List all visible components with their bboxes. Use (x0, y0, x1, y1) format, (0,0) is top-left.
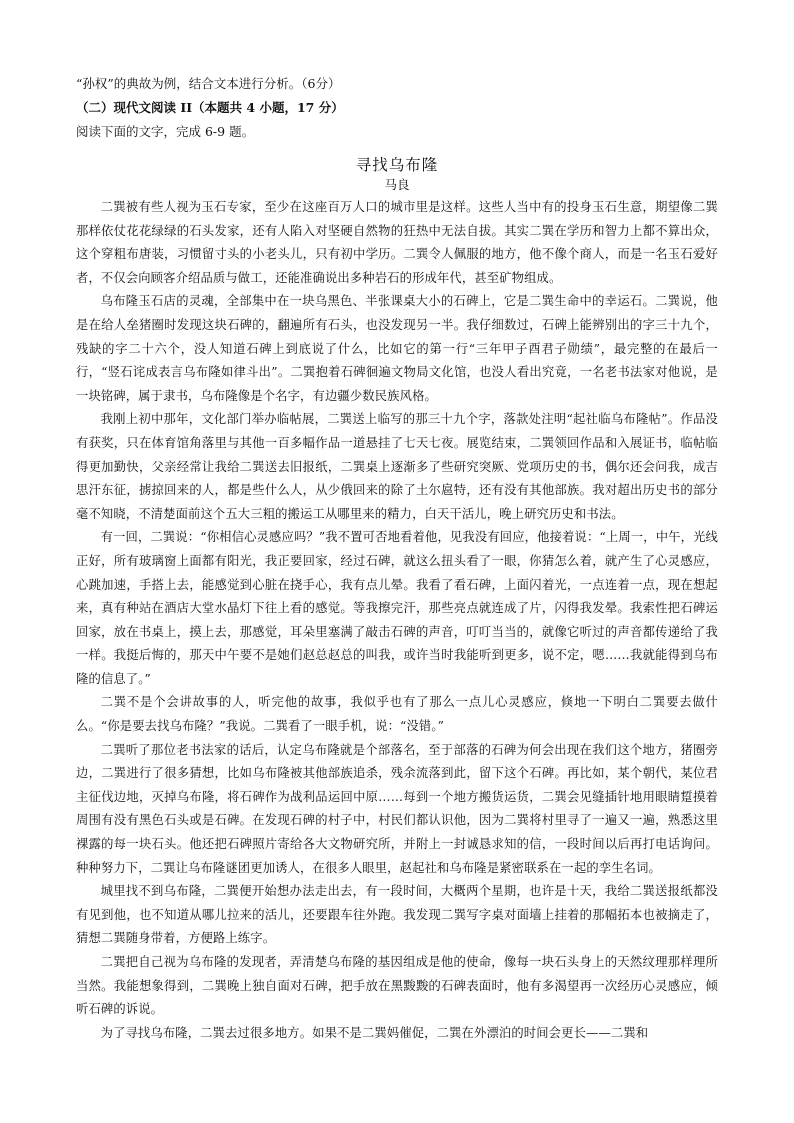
article-paragraph: 城里找不到乌布隆，二巽便开始想办法走出去，有一段时间，大概两个星期，也许是十天，我给二巽送报纸都没有见到他，也不知道从哪儿拉来的活儿，还要跟车往外跑。我发现二巽写字桌对面墙上挂着的那幅拓本也被摘走了，猜想二巽随身带着，方便路上练字。 (76, 884, 718, 946)
article-paragraph: 有一回，二巽说：“你相信心灵感应吗？”我不置可否地看着他，见我没有回应，他接着说：“上周一，中午，光线正好，所有玻璃窗上面都有阳光，我正要回家，经过石碑，就这么扭头看了一眼，你猜怎么着，就产生了心灵感应，心跳加速，手搭上去，能感觉到心脏在挠手心，我有点儿晕。我看了看石碑，上面闪着光，一点连着一点，现在想起来，真有种站在酒店大堂水晶灯下往上看的感觉。等我擦完汗，那些亮点就连成了片，闪得我发晕。我索性把石碑运回家，放在书桌上，摸上去，那感觉，耳朵里塞满了敲击石碑的声音，叮叮当当的，就像它听过的声音都传递给了我一样。我挺后悔的，那天中午要不是她们赵总赵总的叫我，或许当时我能听到更多，说不定，嗯……我就能得到乌布隆的信息了。” (76, 530, 718, 686)
article-title: 寻找乌布隆 (355, 156, 439, 174)
reading-instruction: 阅读下面的文字，完成 6-9 题。 (76, 124, 255, 139)
article-paragraph: 二巽不是个会讲故事的人，听完他的故事，我似乎也有了那么一点儿心灵感应，倏地一下明白二巽要去做什么。“你是要去找乌布隆？”我说。二巽看了一眼手机，说：“没错。” (76, 695, 718, 734)
section-heading: （二）现代文阅读 II（本题共 4 小题，17 分） (76, 100, 344, 115)
article-paragraph: 为了寻找乌布隆，二巽去过很多地方。如果不是二巽妈催促，二巽在外漂泊的时间会更长——二巽和 (100, 1025, 649, 1040)
document-page (76, 72, 718, 1045)
article-author: 马良 (384, 177, 410, 192)
article-paragraph: 乌布隆玉石店的灵魂，全部集中在一块乌黑色、半张课桌大小的石碑上，它是二巽生命中的幸运石。二巽说，他是在给人垒猪圈时发现这块石碑的，翻遍所有石头，也没发现另一半。我仔细数过，石碑上能辨别出的字三十九个，残缺的字二十六个，没人知道石碑上到底说了什么，比如它的第一行“三年甲子酉君子勋绩”，最完整的在最后一行，“竖石诧成表言乌布隆如律斗出”。二巽抱着石碑徊遍文物局文化馆，也没人看出究竟，一名老书法家对他说，是一块铭碑，属于隶书，乌布隆像是个名字，有边疆少数民族风格。 (76, 294, 718, 403)
question-5-tail: “孙权”的典故为例，结合文本进行分析。（6分） (76, 76, 341, 91)
article-paragraph: 二巽被有些人视为玉石专家，至少在这座百万人口的城市里是这样。这些人当中有的投身玉石生意，期望像二巽那样依仗花花绿绿的石头发家，还有人陷入对坚硬自然物的狂热中无法自拔。其实二巽在学历和智力上都不算出众，这个穿粗布唐装，习惯留寸头的小老头儿，只有初中学历。二巽令人佩服的地方，他不像个商人，而是一名玉石爱好者，不仅会向顾客介绍品质与做工，还能准确说出多种岩石的形成年代，甚至矿物组成。 (76, 200, 718, 285)
article-paragraph: 我刚上初中那年，文化部门举办临帖展，二巽送上临写的那三十九个字，落款处注明“起社临乌布隆帖”。作品没有获奖，只在体育馆角落里与其他一百多幅作品一道悬挂了七天七夜。展览结束，二巽领回作品和入展证书，临帖临得更加勤快，父亲经常让我给二巽送去旧报纸，二巽桌上逐渐多了些研究突厥、党项历史的书，偶尔还会问我，成吉思汗东征，掳掠回来的人，都是些什么人，从少俄回来的除了土尔扈特，还有没有其他部族。我对超出历史书的部分毫不知晓，不清楚面前这个五大三粗的搬运工从哪里来的精力，白天干活儿，晚上研究历史和书法。 (76, 412, 718, 521)
article-paragraph: 二巽把自己视为乌布隆的发现者，弄清楚乌布隆的基因组成是他的使命，像每一块石头身上的天然纹理那样理所当然。我能想象得到，二巽晚上独自面对石碑，把手放在黑黢黢的石碑表面时，他有多渴望再一次经历心灵感应，倾听石碑的诉说。 (76, 955, 718, 1017)
article-paragraph: 二巽听了那位老书法家的话后，认定乌布隆就是个部落名，至于部落的石碑为何会出现在我们这个地方，猪圈旁边，二巽进行了很多猜想，比如乌布隆被其他部族追杀，残余流落到此，留下这个石碑。再比如，某个朝代，某位君主征伐边地，灭掉乌布隆，将石碑作为战利品运回中原……每到一个地方搬货运货，二巽会见缝插针地用眼睛踅摸着周围有没有黑色石头或是石碑。在发现石碑的村子中，村民们都认识他，因为二巽将村里寻了一遍又一遍，熟悉这里裸露的每一块石头。他还把石碑照片寄给各大文物研究所，并附上一封诚恳求知的信，一段时间以后再打电话询问。种种努力下，二巽让乌布隆谜团更加诱人，在很多人眼里，赵起社和乌布隆是紧密联系在一起的孪生名词。 (76, 742, 718, 875)
